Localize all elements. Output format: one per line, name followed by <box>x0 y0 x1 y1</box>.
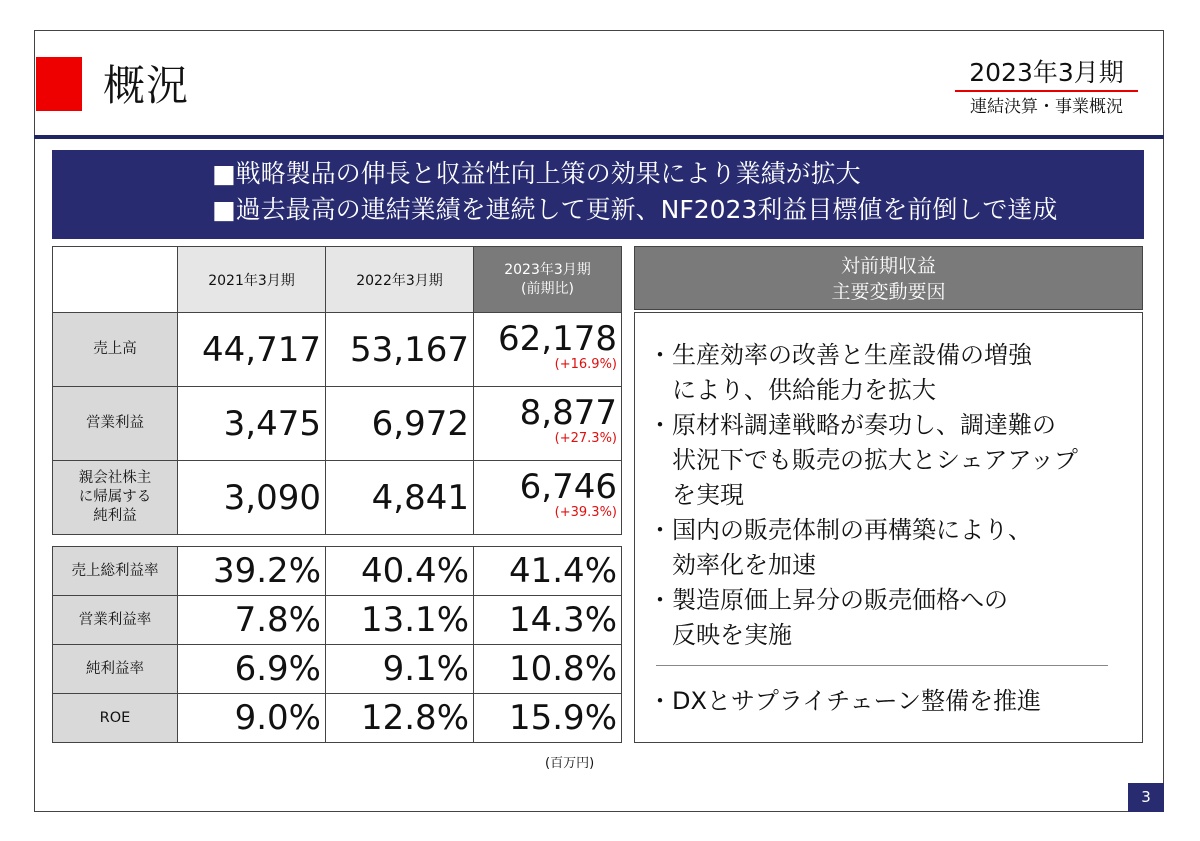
factors-panel-header <box>634 246 1143 310</box>
net-margin-2022: 9.1% <box>326 645 474 694</box>
header-corner <box>53 247 178 313</box>
table-row <box>53 694 622 743</box>
ratios-table <box>52 546 622 743</box>
list-item: ・原材料調達戦略が奏功し、調達難の <box>648 411 1056 439</box>
op-profit-2021: 3,475 <box>178 387 326 461</box>
list-item: ・製造原価上昇分の販売価格への <box>648 586 1008 614</box>
table-row <box>53 547 622 596</box>
net-income-2021: 3,090 <box>178 461 326 535</box>
gross-margin-2022: 40.4% <box>326 547 474 596</box>
factors-header-line-1: 対前期収益 <box>840 255 936 277</box>
op-profit-2022: 6,972 <box>326 387 474 461</box>
sales-2021: 44,717 <box>178 313 326 387</box>
sales-2023-cell <box>474 313 622 387</box>
net-income-2023-cell <box>474 461 622 535</box>
row-label-operating-profit: 営業利益 <box>53 387 178 461</box>
gross-margin-2021: 39.2% <box>178 547 326 596</box>
net-income-2022: 4,841 <box>326 461 474 535</box>
table-row <box>53 461 622 535</box>
table-row <box>53 387 622 461</box>
list-item-dx: ・DXとサプライチェーン整備を推進 <box>648 687 1042 715</box>
op-margin-2022: 13.1% <box>326 596 474 645</box>
col-header-2023-yoy: (前期比) <box>521 280 574 297</box>
row-label-operating-margin: 営業利益率 <box>53 596 178 645</box>
unit-note: (百万円) <box>545 756 595 771</box>
sales-2023: 62,178 <box>498 319 617 359</box>
list-item: ・国内の販売体制の再構築により、 <box>648 516 1032 544</box>
col-header-2023 <box>474 247 622 313</box>
op-profit-yoy: (+27.3%) <box>554 431 617 446</box>
results-table <box>52 246 622 535</box>
table-row <box>53 645 622 694</box>
sales-2022: 53,167 <box>326 313 474 387</box>
factors-list <box>648 338 1078 653</box>
summary-banner <box>52 150 1144 239</box>
list-item: ・生産効率の改善と生産設備の増強 <box>648 341 1032 369</box>
fiscal-period: 2023年3月期 <box>969 58 1124 87</box>
net-income-2023: 6,746 <box>519 467 617 507</box>
page-title: 概況 <box>103 61 190 110</box>
net-margin-2023: 10.8% <box>474 645 622 694</box>
list-item: 状況下でも販売の拡大とシェアアップ <box>648 446 1078 474</box>
roe-2022: 12.8% <box>326 694 474 743</box>
net-income-yoy: (+39.3%) <box>554 505 617 520</box>
row-label-sales: 売上高 <box>53 313 178 387</box>
row-label-net-income <box>53 461 178 535</box>
list-item: 効率化を加速 <box>648 551 816 579</box>
factors-header-line-2: 主要変動要因 <box>831 281 946 303</box>
net-income-label-line-1: 親会社株主 <box>78 470 152 486</box>
net-income-label-line-2: に帰属する <box>78 489 152 505</box>
net-margin-2021: 6.9% <box>178 645 326 694</box>
sales-yoy: (+16.9%) <box>554 357 617 372</box>
net-income-label-line-3: 純利益 <box>93 508 137 524</box>
op-profit-2023-cell <box>474 387 622 461</box>
row-label-roe: ROE <box>53 694 178 743</box>
row-label-gross-margin: 売上総利益率 <box>53 547 178 596</box>
table-row <box>53 596 622 645</box>
page-number: 3 <box>1128 783 1164 812</box>
banner-line-1: ■戦略製品の伸長と収益性向上策の効果により業績が拡大 <box>212 159 861 188</box>
list-item: により、供給能力を拡大 <box>648 376 936 404</box>
banner-line-2: ■過去最高の連結業績を連続して更新、NF2023利益目標値を前倒しで達成 <box>212 195 1058 224</box>
row-label-net-margin: 純利益率 <box>53 645 178 694</box>
op-profit-2023: 8,877 <box>519 393 617 433</box>
roe-2021: 9.0% <box>178 694 326 743</box>
factors-divider <box>656 665 1108 666</box>
results-header-row <box>53 247 622 313</box>
op-margin-2023: 14.3% <box>474 596 622 645</box>
gross-margin-2023: 41.4% <box>474 547 622 596</box>
period-subtitle: 連結決算・事業概況 <box>970 97 1123 117</box>
period-underline <box>955 90 1138 92</box>
header-rule <box>34 135 1164 139</box>
col-header-2022: 2022年3月期 <box>326 247 474 313</box>
op-margin-2021: 7.8% <box>178 596 326 645</box>
table-row <box>53 313 622 387</box>
roe-2023: 15.9% <box>474 694 622 743</box>
col-header-2021: 2021年3月期 <box>178 247 326 313</box>
list-item: 反映を実施 <box>648 621 792 649</box>
list-item: を実現 <box>648 481 744 509</box>
col-header-2023-year: 2023年3月期 <box>504 261 591 278</box>
title-accent-square <box>36 57 82 111</box>
